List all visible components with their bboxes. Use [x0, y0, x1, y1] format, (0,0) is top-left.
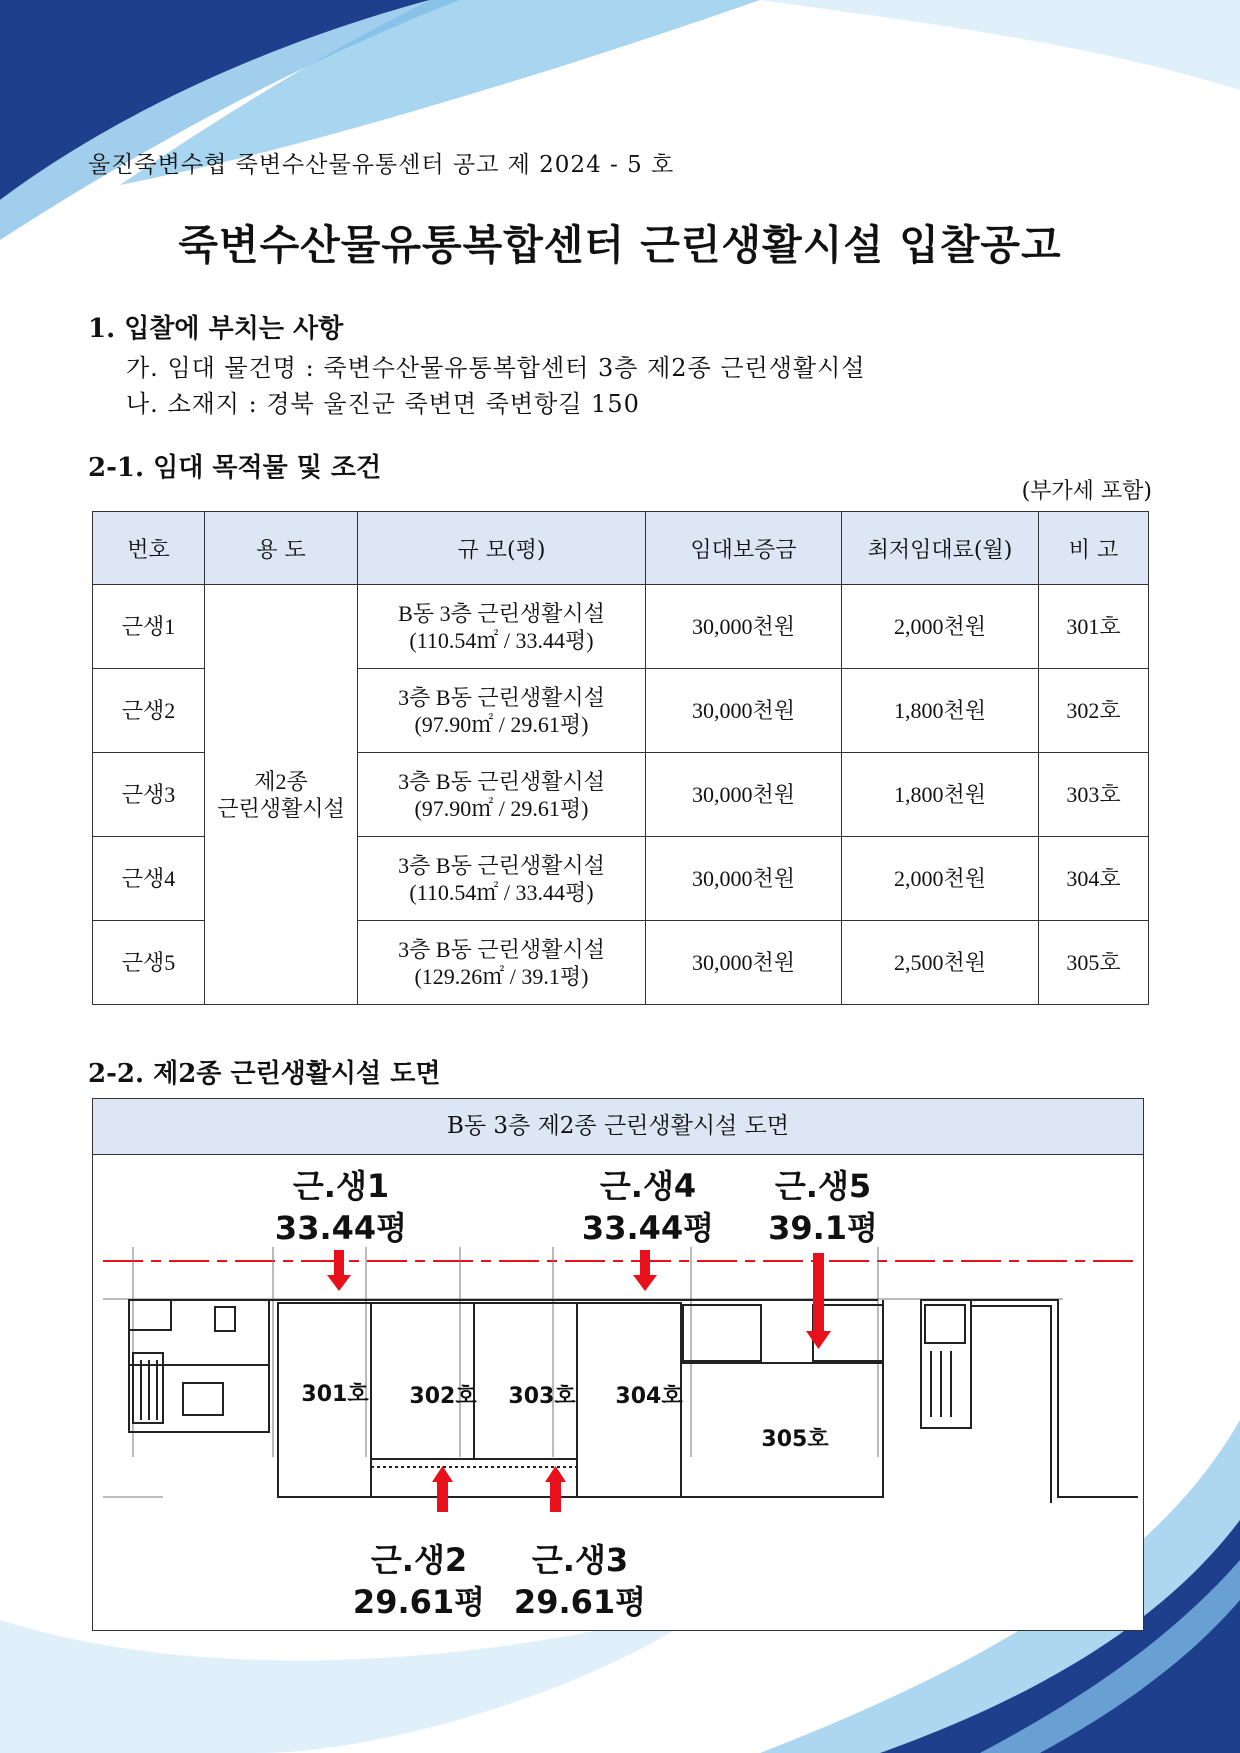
section2-title: 2-1. 임대 목적물 및 조건	[88, 453, 382, 483]
document-title: 죽변수산물유통복합센터 근린생활시설 입찰공고	[178, 221, 1062, 269]
cell-size	[358, 837, 646, 921]
size-area: (110.54㎡ / 33.44평)	[409, 879, 594, 905]
col-header-use: 용 도	[205, 512, 358, 585]
unit3-area: 29.61평	[513, 1583, 647, 1621]
use-type-line2: 근린생활시설	[217, 795, 345, 821]
cell-deposit: 30,000천원	[646, 837, 842, 921]
unit3-name: 근.생3	[531, 1541, 629, 1579]
floor-plan-box	[92, 1098, 1144, 1631]
cell-rent: 2,500천원	[842, 921, 1039, 1005]
room-label-302: 302호	[409, 1384, 477, 1409]
cell-deposit: 30,000천원	[646, 921, 842, 1005]
unit1-name: 근.생1	[292, 1167, 390, 1205]
size-area: (97.90㎡ / 29.61평)	[414, 711, 589, 737]
section1-title: 1. 입찰에 부치는 사항	[88, 314, 344, 344]
col-header-rent: 최저임대료(월)	[842, 512, 1039, 585]
cell-size	[358, 921, 646, 1005]
unit1-area: 33.44평	[274, 1209, 408, 1247]
cell-no: 근생1	[93, 585, 205, 669]
cell-deposit: 30,000천원	[646, 669, 842, 753]
floor-plan-drawing	[93, 1155, 1143, 1629]
cell-note: 305호	[1039, 921, 1149, 1005]
room-label-303: 303호	[508, 1384, 576, 1409]
room-label-305: 305호	[761, 1427, 829, 1452]
arrow-unit2	[432, 1466, 453, 1512]
unit5-area: 39.1평	[768, 1209, 878, 1247]
cell-no: 근생3	[93, 753, 205, 837]
cell-no: 근생5	[93, 921, 205, 1005]
unit4-area: 33.44평	[581, 1209, 715, 1247]
cell-note: 304호	[1039, 837, 1149, 921]
cell-rent: 1,800천원	[842, 669, 1039, 753]
property-name: 가. 임대 물건명 : 죽변수산물유통복합센터 3층 제2종 근린생활시설	[126, 354, 866, 382]
col-header-no: 번호	[93, 512, 205, 585]
lease-conditions-table	[92, 511, 1149, 1005]
arrow-unit1	[327, 1250, 351, 1291]
room-label-304: 304호	[615, 1384, 683, 1409]
cell-rent: 1,800천원	[842, 753, 1039, 837]
room-label-301: 301호	[301, 1382, 369, 1407]
cell-size	[358, 585, 646, 669]
floor-plan-title: B동 3층 제2종 근린생활시설 도면	[93, 1099, 1143, 1155]
cell-note: 303호	[1039, 753, 1149, 837]
cell-no: 근생2	[93, 669, 205, 753]
unit5-name: 근.생5	[774, 1167, 872, 1205]
col-header-deposit: 임대보증금	[646, 512, 842, 585]
cell-size	[358, 669, 646, 753]
cell-rent: 2,000천원	[842, 585, 1039, 669]
col-header-size: 규 모(평)	[358, 512, 646, 585]
property-location: 나. 소재지 : 경북 울진군 죽변면 죽변항길 150	[126, 390, 640, 418]
unit2-area: 29.61평	[352, 1583, 486, 1621]
table-header-row	[93, 512, 1149, 585]
size-area: (110.54㎡ / 33.44평)	[409, 627, 594, 653]
cell-deposit: 30,000천원	[646, 585, 842, 669]
arrow-unit4	[633, 1250, 657, 1291]
size-desc: 3층 B동 근린생활시설	[398, 768, 605, 794]
cell-rent: 2,000천원	[842, 837, 1039, 921]
size-area: (129.26㎡ / 39.1평)	[414, 963, 589, 989]
cell-size	[358, 753, 646, 837]
cell-note: 302호	[1039, 669, 1149, 753]
arrow-unit3	[545, 1466, 566, 1512]
size-desc: B동 3층 근린생활시설	[398, 600, 605, 626]
size-area: (97.90㎡ / 29.61평)	[414, 795, 589, 821]
col-header-note: 비 고	[1039, 512, 1149, 585]
size-desc: 3층 B동 근린생활시설	[398, 936, 605, 962]
size-desc: 3층 B동 근린생활시설	[398, 684, 605, 710]
table-row	[93, 585, 1149, 669]
cell-no: 근생4	[93, 837, 205, 921]
cell-note: 301호	[1039, 585, 1149, 669]
use-type-line1: 제2종	[254, 768, 308, 794]
unit4-name: 근.생4	[599, 1167, 697, 1205]
unit2-name: 근.생2	[370, 1541, 468, 1579]
notice-number: 울진죽변수협 죽변수산물유통센터 공고 제 2024 - 5 호	[88, 152, 675, 178]
cell-use-type	[205, 585, 358, 1005]
section3-title: 2-2. 제2종 근린생활시설 도면	[88, 1059, 441, 1089]
vat-note: (부가세 포함)	[1021, 479, 1152, 504]
size-desc: 3층 B동 근린생활시설	[398, 852, 605, 878]
cell-deposit: 30,000천원	[646, 753, 842, 837]
